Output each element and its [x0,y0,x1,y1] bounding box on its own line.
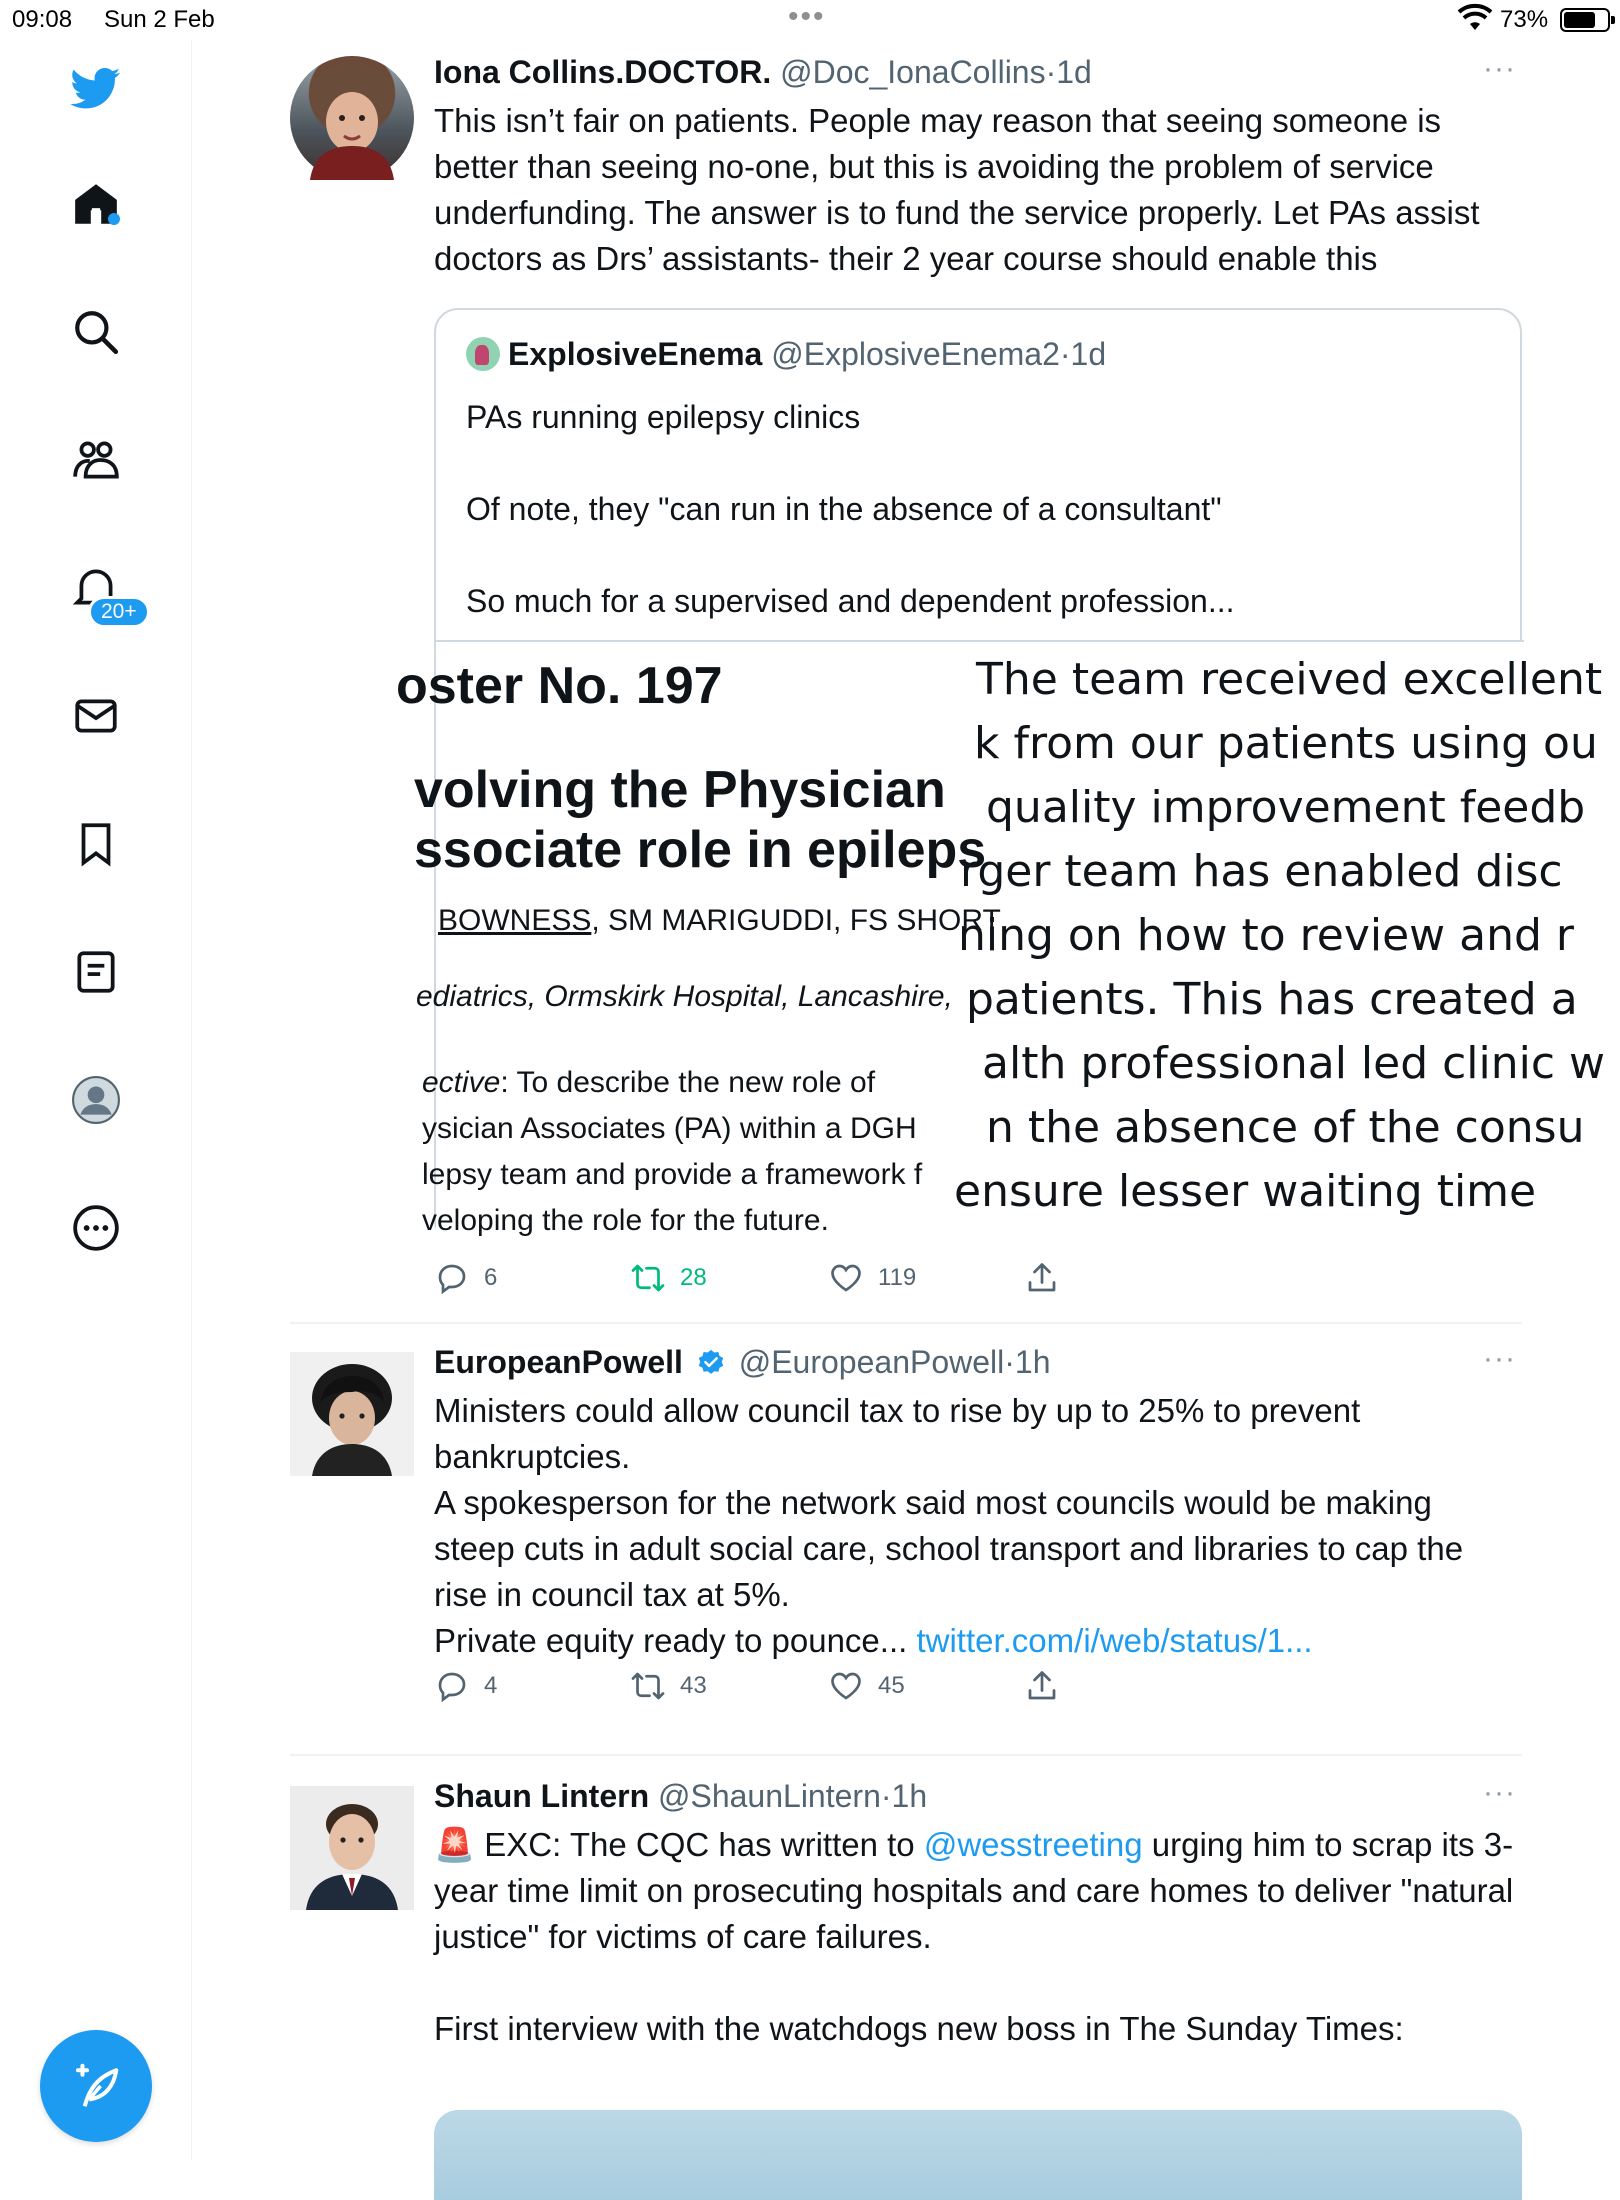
mention-link[interactable]: @wesstreeting [923,1826,1143,1863]
battery-fill [1564,12,1595,28]
like-button[interactable] [828,1668,905,1704]
poster-text-line: ning on how to review and r [958,910,1574,961]
quote-paragraph: Of note, they "can run in the absence of a consultant" [466,491,1222,527]
reply-icon [434,1668,470,1704]
reply-count: 4 [484,1672,498,1699]
poster-text-line: quality improvement feedb [986,782,1586,833]
poster-title-line: ssociate role in epileps [414,821,987,879]
tweet[interactable] [290,1776,1522,2160]
like-count: 119 [878,1264,917,1291]
messages-mail-icon[interactable] [62,682,130,750]
header-separator: · [1045,54,1057,90]
poster-authors [438,904,1001,938]
status-time: 09:08 [12,6,73,33]
twitter-bird-icon[interactable] [62,54,130,122]
author-name[interactable]: Shaun Lintern [434,1778,650,1814]
poster-number: oster No. 197 [396,657,723,715]
tweet-link[interactable]: twitter.com/i/web/status/1... [916,1622,1313,1659]
notifications-badge: 20+ [88,596,150,628]
poster-author-underlined: BOWNESS [438,904,592,937]
more-circle-icon[interactable] [62,1194,130,1262]
tweet-line-text: EXC: The CQC has written to [475,1826,924,1863]
tweet-time[interactable]: 1d [1056,54,1092,90]
battery-tip [1611,16,1615,24]
retweet-icon [630,1668,666,1704]
share-button[interactable] [1024,1668,1060,1704]
tweet[interactable] [290,1342,1522,1756]
objective-line: veloping the role for the future. [422,1204,829,1237]
compose-tweet-button[interactable] [40,2030,152,2142]
lists-icon[interactable] [62,938,130,1006]
compose-feather-icon [69,2059,123,2113]
bookmark-icon[interactable] [62,810,130,878]
poster-title-line: volving the Physician [414,761,946,819]
reply-button[interactable] [434,1260,497,1296]
tweet-line-text: Private equity ready to pounce... [434,1622,917,1659]
retweet-count: 28 [680,1264,707,1291]
quote-text [466,394,1486,670]
quote-separator: · [1059,336,1071,372]
reply-count: 6 [484,1264,498,1291]
poster-title [414,760,986,880]
author-name[interactable]: Iona Collins.DOCTOR. [434,54,772,90]
tweet-text: This isn’t fair on patients. People may reason that seeing someone is better than seeing no-one, but this is avoiding the problem of service underfunding. The answer is to fund the service properly. Let PAs assist doctors as Drs’ assistants- their 2 year course should enable this [434,102,1480,277]
profile-avatar-icon[interactable] [62,1066,130,1134]
more-options-icon[interactable]: ··· [1483,52,1516,85]
poster-text-line: n the absence of the consu [986,1102,1585,1153]
author-handle[interactable]: @EuropeanPowell [738,1344,1005,1380]
home-unread-dot [108,213,120,225]
home-icon[interactable] [62,170,130,238]
author-name[interactable]: EuropeanPowell [434,1344,683,1380]
communities-icon[interactable] [62,426,130,494]
retweet-icon [630,1260,666,1296]
battery-percent: 73% [1500,6,1549,33]
more-options-icon[interactable]: ··· [1483,1342,1516,1375]
poster-text-line: The team received excellent [976,654,1603,705]
avatar-portrait-illustration [290,1352,414,1476]
verified-badge-icon [696,1348,726,1378]
poster-text-line: rger team has enabled disc [960,846,1563,897]
tweet-time[interactable]: 1h [1014,1344,1051,1380]
tweet-line [434,1618,1520,1664]
avatar-portrait-illustration [290,56,414,180]
battery-icon [1560,8,1610,32]
objective-label: ective [422,1066,501,1099]
quote-paragraph: So much for a supervised and dependent profession... [466,583,1235,619]
tweet-header [434,1342,1520,1382]
quote-time: 1d [1070,336,1107,372]
retweet-button[interactable] [630,1260,707,1296]
like-button[interactable] [828,1260,916,1296]
header-separator: · [880,1778,892,1814]
reply-icon [434,1260,470,1296]
tweet-line-text: urging him to scrap its 3-year time limit on prosecuting hospitals and care homes to deliver "natural justice" for victims of care failures. [434,1826,1514,1955]
reply-button[interactable] [434,1668,497,1704]
heart-icon [828,1668,864,1704]
quote-avatar [466,337,500,371]
tweet-line: First interview with the watchdogs new boss in The Sunday Times: [434,2010,1404,2047]
quote-author-name: ExplosiveEnema [508,336,763,372]
sidebar-nav [0,40,192,2160]
avatar[interactable] [290,1352,414,1476]
tweet[interactable] [290,52,1606,1324]
tweet-line [434,1822,1520,1960]
tweet-line: Ministers could allow council tax to rise by up to 25% to prevent bankruptcies. [434,1392,1361,1475]
poster-text-line: ensure lesser waiting time [954,1166,1537,1217]
poster-authors-rest: , SM MARIGUDDI, FS SHORT [591,904,1001,937]
quoted-tweet[interactable] [396,308,1606,1244]
quote-paragraph: PAs running epilepsy clinics [466,399,861,435]
objective-line: ysician Associates (PA) within a DGH [422,1112,917,1145]
like-count: 45 [878,1672,905,1699]
tweet-time[interactable]: 1h [891,1778,928,1814]
tweet-media-preview[interactable] [434,2110,1522,2200]
poster-text-line: patients. This has created a [966,974,1578,1025]
quote-author-handle: @ExplosiveEnema2 [771,336,1060,372]
tweet-actions [434,1260,1134,1304]
tweet-text [434,1388,1520,1664]
status-bar [0,0,1620,40]
objective-line: lepsy team and provide a framework f [422,1158,923,1191]
multitasking-dots[interactable]: ••• [788,0,826,33]
quote-header [466,336,1106,373]
poster-image-right [954,642,1606,1248]
siren-emoji-icon: 🚨 [434,1826,476,1863]
poster-affiliation: ediatrics, Ormskirk Hospital, Lancashire, [416,980,953,1013]
retweet-button[interactable] [630,1668,707,1704]
share-icon [1024,1668,1060,1704]
author-handle[interactable]: @ShaunLintern [658,1778,881,1814]
poster-text-line: k from our patients using ou [974,718,1598,769]
tweet-header [434,1776,1520,1816]
wifi-icon [1458,6,1492,32]
tweet-line: A spokesperson for the network said most councils would be making steep cuts in adult social care, school transport and libraries to cap the rise in council tax at 5%. [434,1484,1464,1613]
retweet-count: 43 [680,1672,707,1699]
tweet-actions [434,1668,1134,1712]
more-options-icon[interactable]: ··· [1483,1776,1516,1809]
status-date: Sun 2 Feb [104,6,215,33]
avatar[interactable] [290,56,414,180]
quote-media[interactable] [396,640,1606,1246]
tweet-text [434,1822,1520,2052]
objective-line: : To describe the new role of [500,1066,876,1099]
author-handle[interactable]: @Doc_IonaCollins [780,54,1046,90]
poster-objective [422,1060,922,1244]
header-separator: · [1004,1344,1015,1380]
avatar[interactable] [290,1786,414,1910]
share-icon [1024,1260,1060,1296]
heart-icon [828,1260,864,1296]
share-button[interactable] [1024,1260,1060,1296]
search-icon[interactable] [62,298,130,366]
poster-image-left [396,642,1001,1248]
avatar-portrait-illustration [290,1786,414,1910]
tweet-header [434,52,1520,92]
poster-text-line: alth professional led clinic w [982,1038,1606,1089]
